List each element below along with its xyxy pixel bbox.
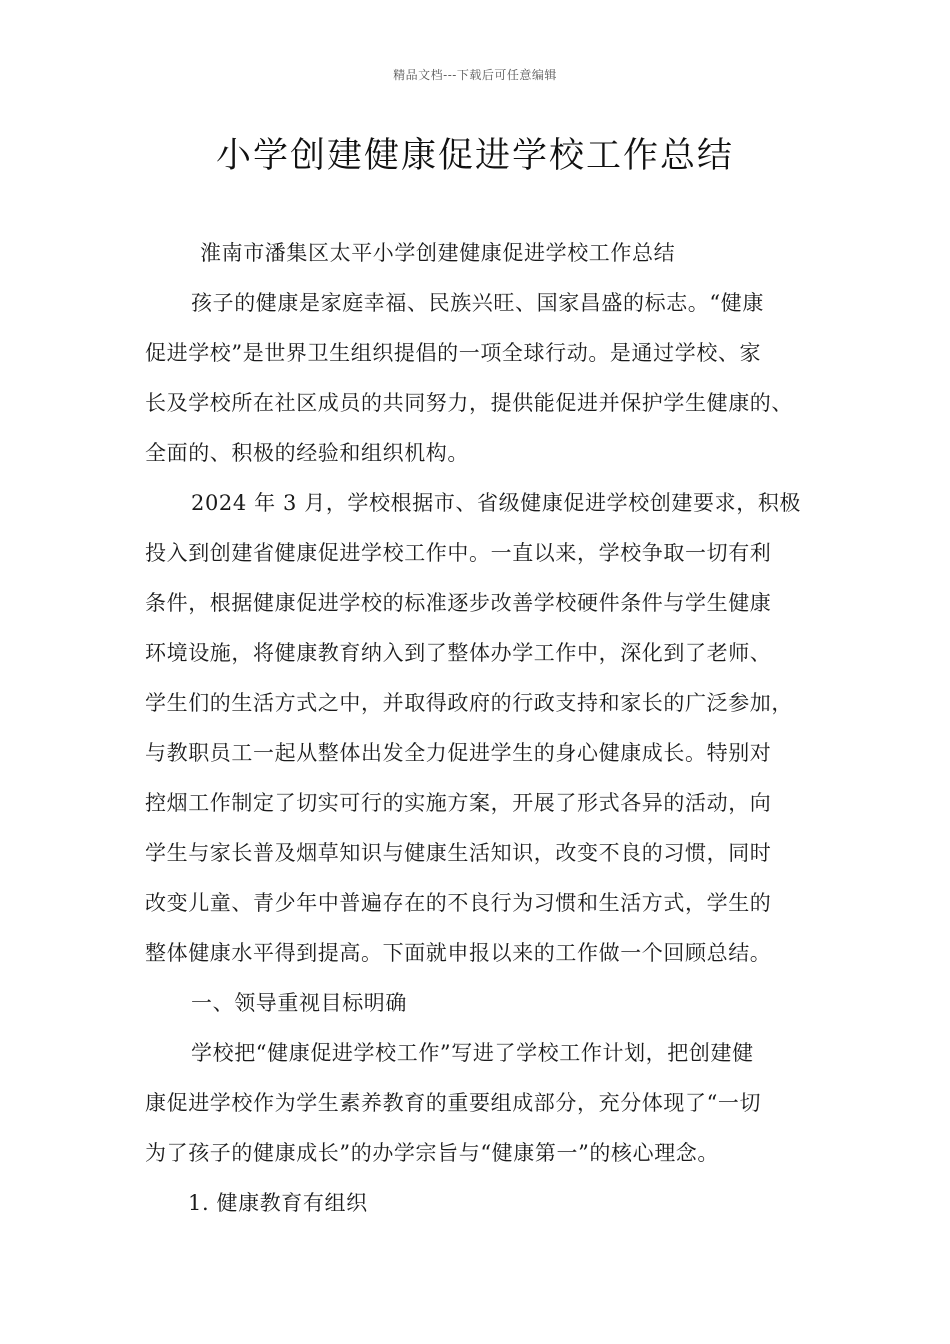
paragraph-line: 2024 年 3 月，学校根据市、省级健康促进学校创建要求，积极 (191, 491, 802, 515)
paragraph-line: 学校把“健康促进学校工作”写进了学校工作计划，把创建健 (191, 1041, 754, 1065)
paragraph-line: 投入到创建省健康促进学校工作中。一直以来，学校争取一切有利 (145, 541, 772, 565)
section-heading: 一、领导重视目标明确 (191, 991, 407, 1015)
paragraph-line: 整体健康水平得到提高。下面就申报以来的工作做一个回顾总结。 (145, 941, 772, 965)
document-title: 小学创建健康促进学校工作总结 (215, 136, 734, 176)
subsection-heading: 1. 健康教育有组织 (188, 1191, 368, 1215)
paragraph-line: 为了孩子的健康成长”的办学宗旨与“健康第一”的核心理念。 (145, 1141, 720, 1165)
document-body (145, 228, 817, 1228)
paragraph-line: 环境设施，将健康教育纳入到了整体办学工作中，深化到了老师、 (145, 641, 772, 665)
paragraph-line: 控烟工作制定了切实可行的实施方案，开展了形式各异的活动，向 (145, 791, 772, 815)
paragraph-line: 与教职员工一起从整体出发全力促进学生的身心健康成长。特别对 (145, 741, 772, 765)
paragraph-line: 全面的、积极的经验和组织机构。 (145, 441, 469, 465)
subtitle-line: 淮南市潘集区太平小学创建健康促进学校工作总结 (200, 241, 676, 265)
paragraph-line: 学生与家长普及烟草知识与健康生活知识，改变不良的习惯，同时 (145, 841, 772, 865)
page-header-watermark: 精品文档---下载后可任意编辑 (393, 68, 557, 82)
paragraph-line: 长及学校所在社区成员的共同努力，提供能促进并保护学生健康的、 (145, 391, 793, 415)
paragraph-line: 学生们的生活方式之中，并取得政府的行政支持和家长的广泛参加， (145, 691, 793, 715)
paragraph-line: 康促进学校作为学生素养教育的重要组成部分，充分体现了“一切 (145, 1091, 762, 1115)
paragraph-line: 促进学校”是世界卫生组织提倡的一项全球行动。是通过学校、家 (145, 341, 762, 365)
paragraph-line: 改变儿童、青少年中普遍存在的不良行为习惯和生活方式，学生的 (145, 891, 772, 915)
paragraph-line: 孩子的健康是家庭幸福、民族兴旺、国家昌盛的标志。“健康 (191, 291, 764, 315)
paragraph-line: 条件，根据健康促进学校的标准逐步改善学校硬件条件与学生健康 (145, 591, 772, 615)
